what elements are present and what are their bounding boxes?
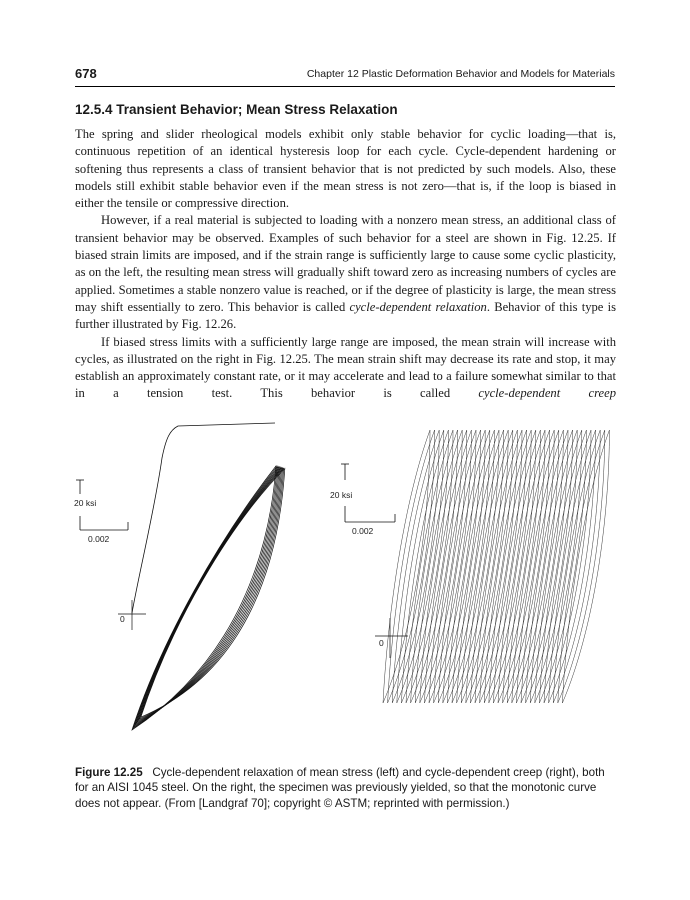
left-stress-scale-marker [76, 480, 84, 494]
left-strain-scale-label: 0.002 [88, 534, 110, 544]
left-loop [136, 467, 280, 723]
right-ratcheting-plot [330, 430, 609, 703]
chapter-running-head: Chapter 12 Plastic Deformation Behavior and Models for Materials [306, 68, 615, 80]
right-ratcheting-loops [383, 430, 609, 703]
left-hysteresis-plot [74, 423, 285, 730]
left-strain-scale-marker [80, 516, 128, 530]
caption-text: Cycle-dependent relaxation of mean stress (left) and cycle-dependent creep (right), both for an AISI 1045 steel. On the right, the specimen was previously yielded, so that the monotonic curve does not appear. (From [Landgraf 70]; copyright © ASTM; reprinted with permission.) [75, 766, 605, 810]
right-strain-scale-label: 0.002 [352, 526, 374, 536]
page-number: 678 [75, 66, 97, 81]
right-loop [562, 430, 609, 703]
section-heading: 12.5.4 Transient Behavior; Mean Stress Relaxation [75, 102, 398, 117]
paragraph-2: However, if a real material is subjected to loading with a nonzero mean stress, an additional class of transient behavior may be observed. Examples of such behavior for a steel are shown in Fig. 12.25. If biased strain limits are imposed, and if the strain range is sufficiently large to cause some cyclic plasticity, as on the left, the resulting mean stress will gradually shift toward zero as increasing numbers of cycles are applied. Sometimes a stable nonzero value is reached, or if the degree of plasticity is large, the mean stress may shift essentially to zero. This behavior is called cycle-dependent relaxation. Behavior of this type is further illustrated by Fig. 12.26. [75, 213, 616, 332]
left-loop [139, 468, 283, 720]
body-text [75, 126, 616, 403]
right-stress-scale-label: 20 ksi [330, 490, 353, 500]
right-stress-scale-marker [341, 464, 349, 480]
caption-label: Figure 12.25 [75, 766, 143, 779]
left-loop [138, 468, 282, 722]
left-loop [134, 467, 278, 727]
figure-12-25 [70, 418, 630, 763]
paragraph-1: The spring and slider rheological models exhibit only stable behavior for cyclic loading—that is, continuous repetition of an identical hysteresis loop for each cycle. Cycle-dependent hardening or softening thus represents a class of transient behavior that is not predicted by such models. Also, these models still exhibit stable behavior even if the mean stress is not zero—that is, if the loop is biased in either the tensile or compressive direction. [75, 127, 616, 211]
left-loop [141, 469, 285, 718]
left-hysteresis-loops [132, 466, 285, 730]
right-strain-scale-marker [345, 506, 395, 522]
paragraph-3: If biased stress limits with a sufficiently large range are imposed, the mean strain will increase with cycles, as illustrated on the right in Fig. 12.25. The mean strain shift may decrease its rate and stop, it may establish an approximately constant rate, or it may accelerate and lead to a failure somewhat similar to that in a tension test. This behavior is called cycle-dependent creep [75, 334, 616, 401]
running-header [75, 66, 615, 87]
figure-caption [75, 765, 620, 811]
left-stress-scale-label: 20 ksi [74, 498, 97, 508]
right-origin-label: 0 [379, 638, 384, 648]
left-monotonic-curve [132, 423, 275, 613]
left-origin-label: 0 [120, 614, 125, 624]
left-loop [140, 468, 284, 719]
term-cycle-dependent-relaxation: cycle-dependent relaxation [349, 299, 487, 314]
right-loop [558, 430, 605, 703]
term-cycle-dependent-creep: cycle-dependent creep [478, 386, 616, 401]
